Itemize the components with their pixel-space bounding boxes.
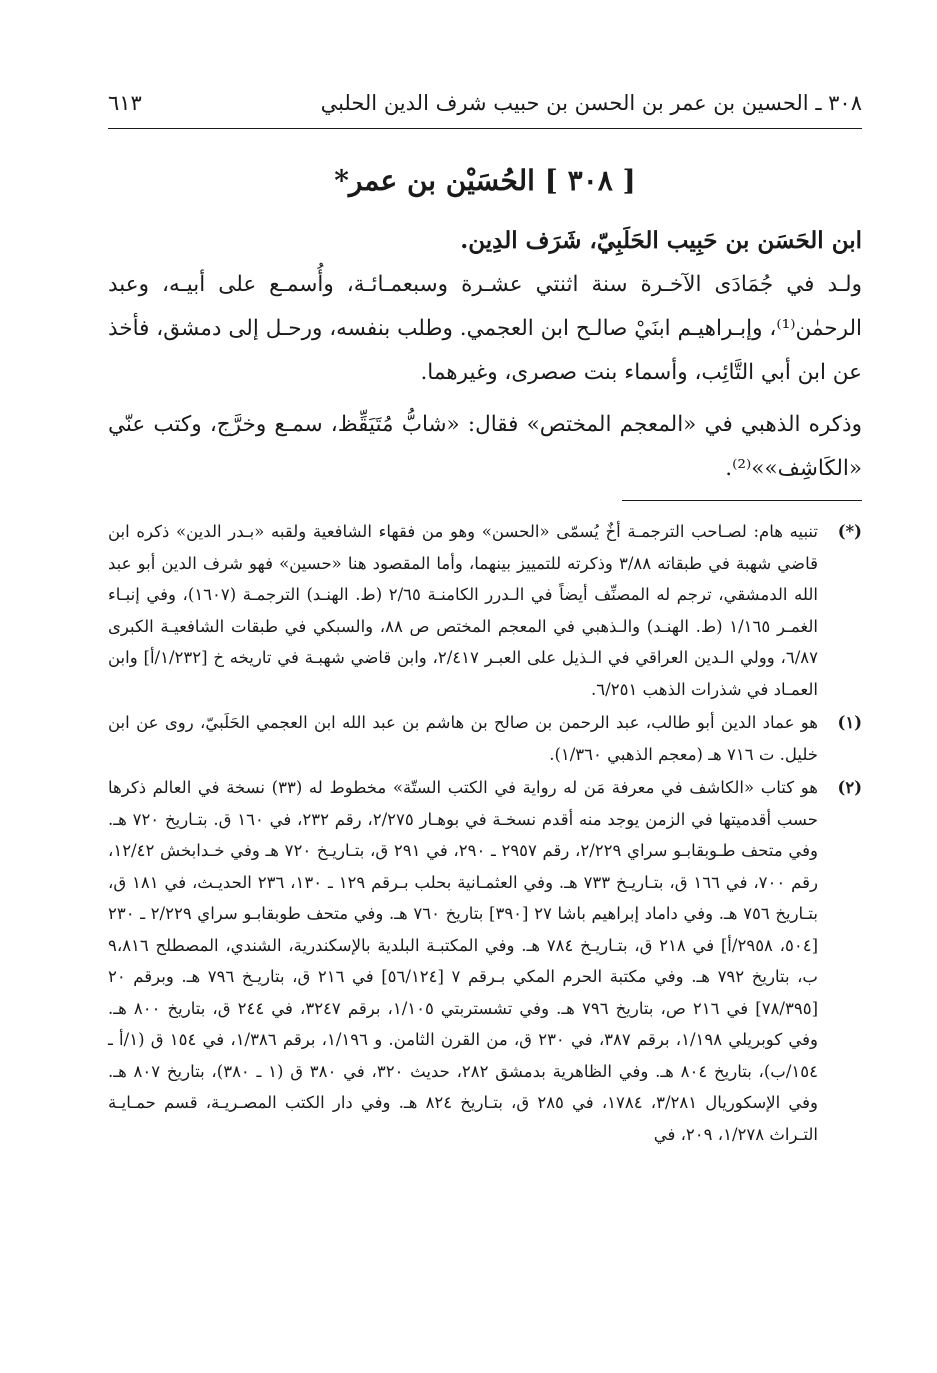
footnote-1	[108, 707, 862, 770]
footnote-marker: (١)	[837, 713, 862, 732]
footnotes	[108, 516, 862, 1152]
footnote-marker: (*)	[837, 522, 862, 541]
footnote-2	[108, 772, 862, 1150]
biography-paragraph-1: ولـد في جُمَادَى الآخـرة سنة اثنتي عشـرة وسبعمـائـة، وأُسمـع على أبيـه، وعبد الرحمٰن⁽¹⁾، وإبـراهيـم ابنَيْ صالـح ابن العجمي. وطلب بنفسه، ورحـل إلى دمشق، فأخذ عن ابن أبي التَّائِب، وأسماء بنت صصرى، وغيرهما.	[108, 272, 862, 385]
footnote-marker: (٢)	[837, 778, 862, 797]
main-text	[108, 219, 862, 499]
page-number: ٦١٣	[108, 91, 142, 115]
footnote-text: هو عماد الدين أبو طالب، عبد الرحمن بن صالح بن هاشم بن عبد الله ابن العجمي الحَلَبيّ، روى عن ابن خليل. ت ٧١٦ هـ (معجم الذهبي ١/٣٦٠).	[108, 713, 818, 764]
running-header	[108, 86, 862, 120]
entry-title: [ ٣٠٨ ] الحُسَيْن بن عمر*	[334, 164, 636, 197]
entry-lineage: ابن الحَسَن بن حَبِيب الحَلَبِيّ، شَرَف الدِين.	[460, 227, 862, 254]
footnote-note	[108, 516, 862, 705]
footnote-rule	[622, 500, 862, 501]
biography-paragraph-2: وذكره الذهبي في «المعجم المختص» فقال: «شابُّ مُتَيَقِّظ، سمـع وخرَّج، وكتب عنّي «الكَاشِف»»⁽²⁾.	[108, 412, 862, 481]
footnote-text: هو كتاب «الكاشف في معرفة مَن له رواية في الكتب الستّة» مخطوط له (٣٣) نسخة في العالم ذكرها حسب أقدميتها في الزمن يوجد منه أقدم نسخـة في بوهـار ٢/٢٧٥، رقم ٢٣٢، في ١٦٠ ق. بتـاريخ ٧٢٠ هـ. وفي متحف طـوبقابـو سراي ٢/٢٢٩، رقم ٢٩٥٧ ـ ٢٩٠، في ٢٩١ ق، بتـاريـخ ٧٢٠ هـ وفي خـدابخش ١٢/٤٢، رقم ٧٠٠، في ١٦٦ ق، بتـاريـخ ٧٣٣ هـ. وفي العثمـانية بحلب بـرقم ١٢٩ ـ ١٣٠، ٢٣٦ الحديـث، في ١٨١ ق، بتـاريخ ٧٥٦ هـ. وفي داماد إبراهيم باشا ٢٧ [٣٩٠] بتاريخ ٧٦٠ هـ. وفي متحف طوبقابـو سراي ٢/٢٢٩ ـ ٢٣٠ [٥٠٤، ٢٩٥٨/أ] في ٢١٨ ق، بتـاريـخ ٧٨٤ هـ. وفي المكتبـة البلدية بالإسكندرية، الشندي، المصطلح ٩،٨١٦ ب، بتاريخ ٧٩٢ هـ. وفي مكتبة الحرم المكي بـرقم ٧ [٥٦/١٢٤] في ٢١٦ ق، بتاريـخ ٧٩٦ هـ. وبرقم ٢٠ [٧٨/٣٩٥] في ٢١٦ ص، بتاريخ ٧٩٦ هـ. وفي تشستربتي ١/١٠٥، برقم ٣٢٤٧، في ٢٤٤ ق، بتاريخ ٨٠٠ هـ. وفي كوبريلي ١/١٩٨، برقم ٣٨٧، في ٢٣٠ ق، من القرن الثامن. و ١/١٩٦، برقم ١/٣٨٦، في ١٥٤ ق (١/أ ـ ١٥٤/ب)، بتاريخ ٨٠٤ هـ. وفي الظاهرية بدمشق ٢٨٢، حديث ٣٢٠، في ٣٨٠ ق (١ ـ ٣٨٠)، بتاريخ ٨٠٧ هـ. وفي الإسكوريال ٣/٢٨١، ١٧٨٤، في ٢٨٥ ق، بتـاريخ ٨٢٤ هـ. وفي دار الكتب المصـريـة، قسم حمـايـة التـراث ١/٢٧٨، ٢٠٩، في	[108, 778, 819, 1144]
footnote-text: تنبيه هام: لصـاحب الترجمـة أخٌ يُسمّى «الحسن» وهو من فقهاء الشافعية ولقبه «بـدر الدين» ذكره ابن قاضي شهبة في طبقاته ٣/٨٨ وذكرته للتمييز بينهما، وأما المقصود هنا «حسين» فهو شرف الدين أبو عبد الله الدمشقي، ترجم له المصنِّف أيضاً في الـدرر الكامنـة ٢/٦٥ (ط. الهنـد) الترجمـة (١٦٠٧)، وفي إنبـاء الغمـر ١/١٦٥ (ط. الهنـد) والـذهبي في المعجم المختص ص ٨٨، والسبكي في طبقات الشافعيـة الكبرى ٦/٨٧، وولي الـدين العراقي في الـذيل على العبـر ٢/٤١٧، وابن قاضي شهبـة في تاريخه خ [١/٢٣٢/أ] وابن العمـاد في شذرات الذهب ٦/٢٥١.	[108, 522, 819, 699]
header-rule	[108, 128, 862, 129]
running-title: ٣٠٨ ـ الحسين بن عمر بن الحسن بن حبيب شرف الدين الحلبي	[320, 91, 862, 115]
